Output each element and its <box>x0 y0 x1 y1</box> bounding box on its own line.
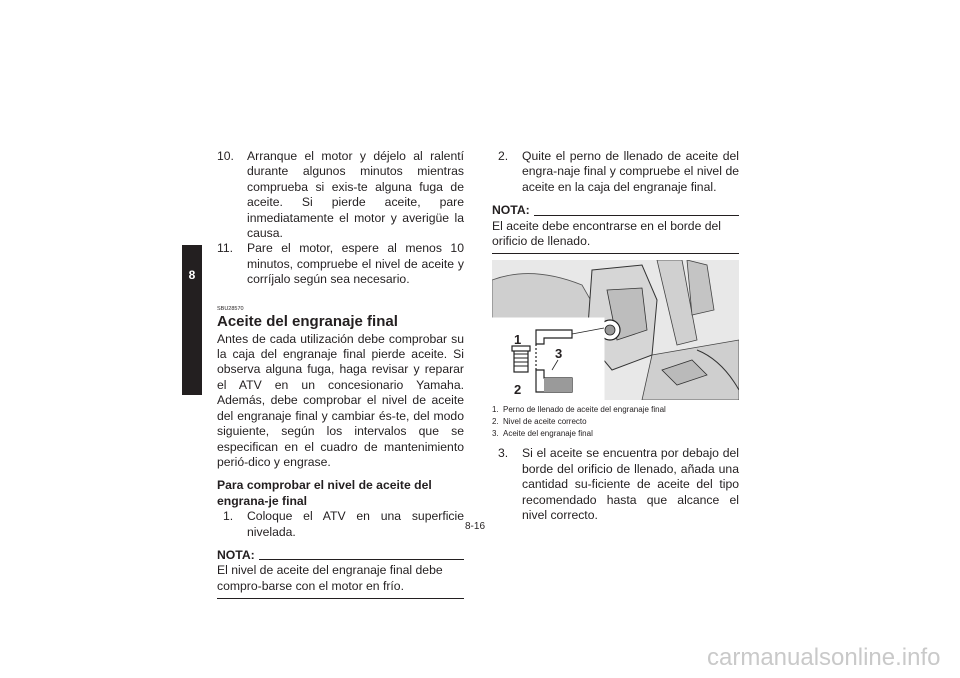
caption-item: 3. Aceite del engranaje final <box>492 429 593 439</box>
note-header <box>492 203 739 218</box>
note-label: NOTA: <box>217 547 255 562</box>
step-1: 1. Coloque el ATV en una superficie nivelada. <box>223 509 464 539</box>
chapter-number: 8 <box>188 268 196 282</box>
right-column <box>492 149 739 523</box>
note-end-rule <box>492 253 739 254</box>
page-number: 8-16 <box>465 521 486 532</box>
note-label: NOTA: <box>492 203 530 218</box>
figure-label-1: 1 <box>514 332 522 348</box>
subheading: Para comprobar el nivel de aceite del engrana-je final <box>217 478 432 508</box>
caption-item: 1. Perno de llenado de aceite del engranaje final <box>492 405 666 415</box>
note-rule <box>534 215 739 216</box>
step-2: 2. Quite el perno de llenado de aceite del engra-naje final y compruebe el nivel de aceite en la caja del engranaje final. <box>498 149 739 194</box>
step-11: 11. Pare el motor, espere al menos 10 minutos, compruebe el nivel de aceite y corríjalo según sea necesario. <box>217 241 464 287</box>
figure-label-3: 3 <box>555 346 563 362</box>
note-end-rule <box>217 598 464 599</box>
step-10: 10. Arranque el motor y déjelo al ralentí durante algunos minutos mientras comprueba si exis-te alguna fuga de aceite. Si pierde aceite, pare inmediatamente el motor y averigüe la causa. <box>217 149 464 241</box>
note-rule <box>259 559 464 560</box>
figure-captions <box>492 404 739 440</box>
caption-item: 2. Nivel de aceite correcto <box>492 417 587 427</box>
note-header <box>217 548 464 563</box>
watermark: carmanualsonline.info <box>707 644 941 671</box>
figure-label-2: 2 <box>514 382 522 398</box>
note-text: El nivel de aceite del engranaje final debe compro-barse con el motor en frío. <box>217 563 443 593</box>
section-body: Antes de cada utilización debe comprobar su la caja del engranaje final pierde aceite. Si observa alguna fuga, haga revisar y reparar el ATV en un concesionario Yamaha. Además, debe comprobar el nivel de aceite del engranaje final y cambiar és-te, del modo siguiente, según los intervalos que se especifican en el cuadro de mantenimiento perió-dico y engrase. <box>217 331 464 469</box>
step-3: 3. Si el aceite se encuentra por debajo del borde del orificio de llenado, añada una cantidad su-ficiente de aceite del tipo recomendado hasta que alcance el nivel correcto. <box>498 446 739 523</box>
chapter-tab <box>182 245 202 395</box>
section-title: Aceite del engranaje final <box>217 312 398 330</box>
final-gear-illustration <box>492 260 739 400</box>
note-text: El aceite debe encontrarse en el borde del orificio de llenado. <box>492 218 722 249</box>
left-column <box>217 149 464 599</box>
final-gear-figure <box>492 260 739 400</box>
section-code: SBU28570 <box>217 305 244 312</box>
